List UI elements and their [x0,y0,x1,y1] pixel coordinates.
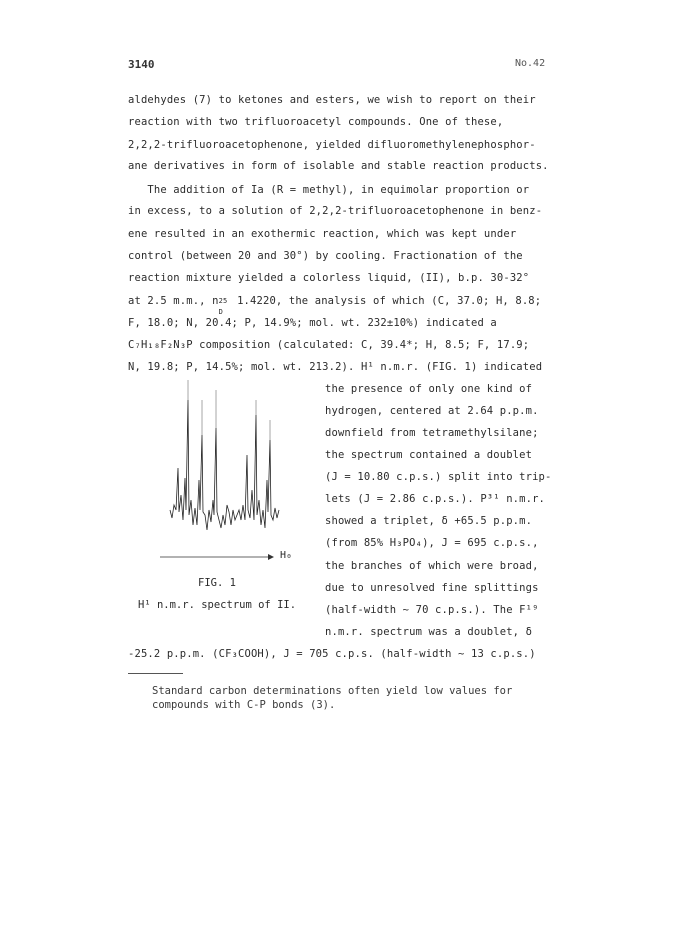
spectrum-trace [170,400,279,530]
text-line: C₇H₁₈F₂N₃P composition (calculated: C, 39.4*; H, 8.5; F, 17.9; [128,339,530,351]
text-line: 2,2,2-trifluoroacetophenone, yielded difluoromethylenephosphor- [128,139,536,151]
footnote-line: Standard carbon determinations often yield low values for [152,685,513,697]
issue-number: No.42 [515,58,546,69]
text-line: ane derivatives in form of isolable and stable reaction products. [128,160,549,172]
text-line: due to unresolved fine splittings [325,582,539,594]
nmr-spectrum-plot [128,360,308,560]
text-line: F, 18.0; N, 20.4; P, 14.9%; mol. wt. 232±10%) indicated a [128,317,497,329]
footnote-rule [128,673,183,674]
text-line: control (between 20 and 30°) by cooling. Fractionation of the [128,250,523,262]
text-line: (from 85% H₃PO₄), J = 695 c.p.s., [325,537,539,549]
text-line: downfield from tetramethylsilane; [325,427,539,439]
text-line: reaction with two trifluoroacetyl compounds. One of these, [128,116,504,128]
text-line: the presence of only one kind of [325,383,533,395]
text-line: hydrogen, centered at 2.64 p.p.m. [325,405,539,417]
axis-label: H₀ [280,550,293,561]
subscript: D [218,308,223,316]
text-line: the branches of which were broad, [325,560,539,572]
nmr-spectrum-figure [128,360,308,620]
axis-arrow-icon [268,554,274,560]
text-fragment: 1.4220, the analysis of which (C, 37.0; H, 8.8; [230,295,542,307]
text-line: lets (J = 2.86 c.p.s.). P³¹ n.m.r. [325,493,546,505]
text-line: aldehydes (7) to ketones and esters, we wish to report on their [128,94,536,106]
text-fragment: at 2.5 m.m., n [128,295,219,307]
superscript: 25 [218,297,228,305]
text-line: (J = 10.80 c.p.s.) split into trip- [325,471,552,483]
figure-subcaption: H¹ n.m.r. spectrum of II. [138,599,297,611]
footnote-line: compounds with C-P bonds (3). [152,699,336,711]
figure-caption: FIG. 1 [198,577,236,589]
text-line: -25.2 p.p.m. (CF₃COOH), J = 705 c.p.s. (half-width ~ 13 c.p.s.) [128,648,536,660]
page-number: 3140 [128,58,155,71]
spectrum-trace-fine [188,380,270,440]
text-line: (half-width ~ 70 c.p.s.). The F¹⁹ [325,604,539,616]
text-line: showed a triplet, δ +65.5 p.p.m. [325,515,533,527]
text-line: in excess, to a solution of 2,2,2-trifluoroacetophenone in benz- [128,205,543,217]
text-line: ene resulted in an exothermic reaction, which was kept under [128,228,517,240]
text-line: reaction mixture yielded a colorless liquid, (II), b.p. 30-32° [128,272,530,284]
text-line: the spectrum contained a doublet [325,449,533,461]
text-line-refractive-index [128,295,542,316]
text-line: The addition of Ia (R = methyl), in equimolar proportion or [128,184,530,196]
text-line: N, 19.8; P, 14.5%; mol. wt. 213.2). H¹ n.m.r. (FIG. 1) indicated [128,361,543,373]
text-line: n.m.r. spectrum was a doublet, δ [325,626,533,638]
